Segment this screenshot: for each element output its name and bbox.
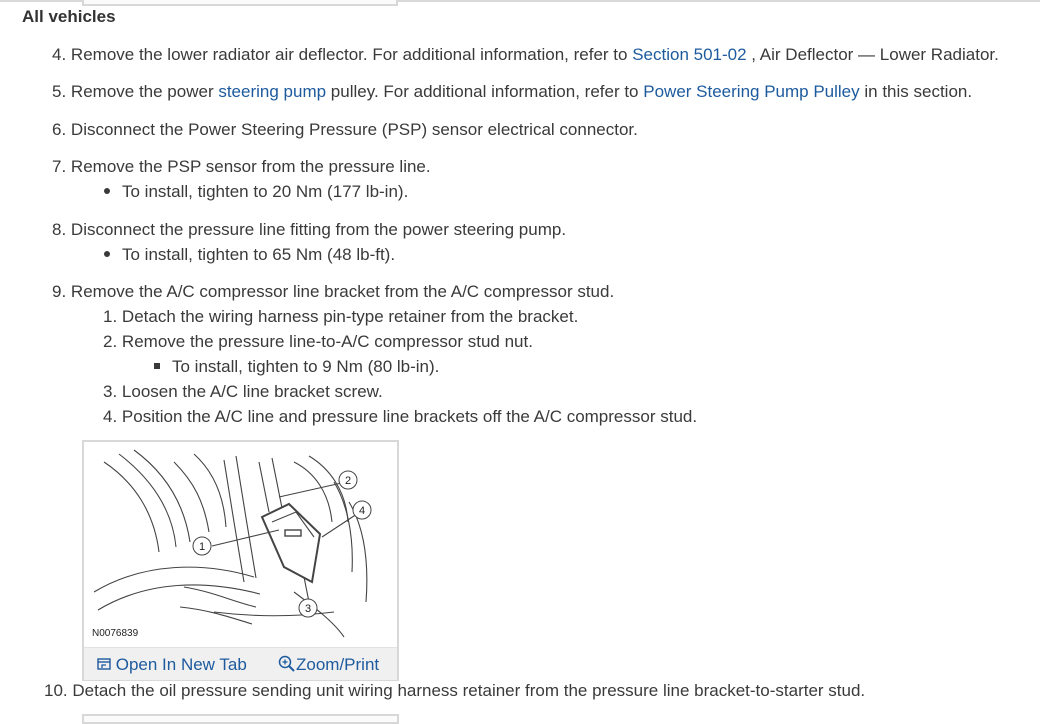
zoom-print-button[interactable] (278, 655, 379, 675)
step-7 (52, 157, 431, 177)
step-9-substep-2-bullet (154, 357, 439, 377)
step-text-mid: pulley. For additional information, refer to (326, 82, 644, 101)
substep-text: Detach the wiring harness pin-type retainer from the bracket. (121, 307, 579, 326)
zoom-print-label: Zoom/Print (296, 655, 380, 674)
section-heading: All vehicles (22, 7, 116, 26)
step-9-substep-4 (103, 407, 697, 427)
substep-number: 4. (103, 407, 118, 426)
steering-pump-link[interactable]: steering pump (218, 82, 327, 101)
step-number: 4. (52, 45, 67, 64)
figure-toolbar (84, 647, 397, 680)
step-6 (52, 120, 638, 140)
step-9-substep-2 (103, 332, 533, 352)
step-8-bullet (104, 245, 395, 265)
open-new-tab-button[interactable] (97, 655, 247, 675)
step-5 (52, 82, 972, 102)
step-9-substep-3 (103, 382, 383, 402)
bullet-icon (104, 188, 110, 194)
step-number: 5. (52, 82, 67, 101)
figure-code: N0076839 (92, 628, 139, 639)
figure-illustration (84, 442, 397, 642)
step-9 (52, 282, 614, 302)
step-text: Disconnect the pressure line fitting from the power steering pump. (70, 220, 567, 239)
step-9-substep-1 (103, 307, 578, 327)
section-501-02-link[interactable]: Section 501-02 (632, 45, 747, 64)
step-text: Detach the oil pressure sending unit wiring harness retainer from the pressure line bracket-to-starter stud. (72, 681, 866, 700)
substep-text: Loosen the A/C line bracket screw. (121, 382, 383, 401)
callout-3: 3 (304, 603, 312, 615)
step-text-after: , Air Deflector — Lower Radiator. (746, 45, 999, 64)
step-number: 10. (44, 681, 68, 700)
torque-spec: To install, tighten to 20 Nm (177 lb-in). (122, 182, 409, 201)
callout-1: 1 (198, 541, 206, 553)
open-new-tab-icon (97, 657, 111, 671)
step-text: Remove the power (70, 82, 219, 101)
step-text: Remove the PSP sensor from the pressure line. (70, 157, 431, 176)
step-4 (52, 45, 999, 65)
next-figure-frame (82, 714, 399, 724)
step-text: Remove the A/C compressor line bracket from the A/C compressor stud. (70, 282, 615, 301)
step-8 (52, 220, 566, 240)
substep-number: 1. (103, 307, 118, 326)
zoom-in-icon (278, 655, 296, 673)
previous-figure-frame (82, 0, 398, 6)
substep-text: Remove the pressure line-to-A/C compressor stud nut. (121, 332, 533, 351)
step-text: Remove the lower radiator air deflector. For additional information, refer to (70, 45, 628, 64)
step-text-after: in this section. (859, 82, 973, 101)
power-steering-pump-pulley-link[interactable]: Power Steering Pump Pulley (643, 82, 860, 101)
step-number: 7. (52, 157, 67, 176)
substep-number: 3. (103, 382, 118, 401)
step-10 (44, 681, 865, 701)
substep-number: 2. (103, 332, 118, 351)
callout-2: 2 (344, 475, 352, 487)
step-text: Disconnect the Power Steering Pressure (PSP) sensor electrical connector. (70, 120, 638, 139)
square-bullet-icon (154, 363, 160, 369)
step-number: 8. (52, 220, 67, 239)
step-7-bullet (104, 182, 408, 202)
step-number: 9. (52, 282, 67, 301)
step-number: 6. (52, 120, 67, 139)
torque-spec: To install, tighten to 65 Nm (48 lb-ft). (122, 245, 396, 264)
bullet-icon (104, 251, 110, 257)
callout-4: 4 (358, 505, 366, 517)
substep-text: Position the A/C line and pressure line brackets off the A/C compressor stud. (121, 407, 698, 426)
procedure-figure (82, 440, 399, 681)
torque-spec: To install, tighten to 9 Nm (80 lb-in). (172, 357, 440, 376)
open-new-tab-label: Open In New Tab (115, 655, 247, 674)
